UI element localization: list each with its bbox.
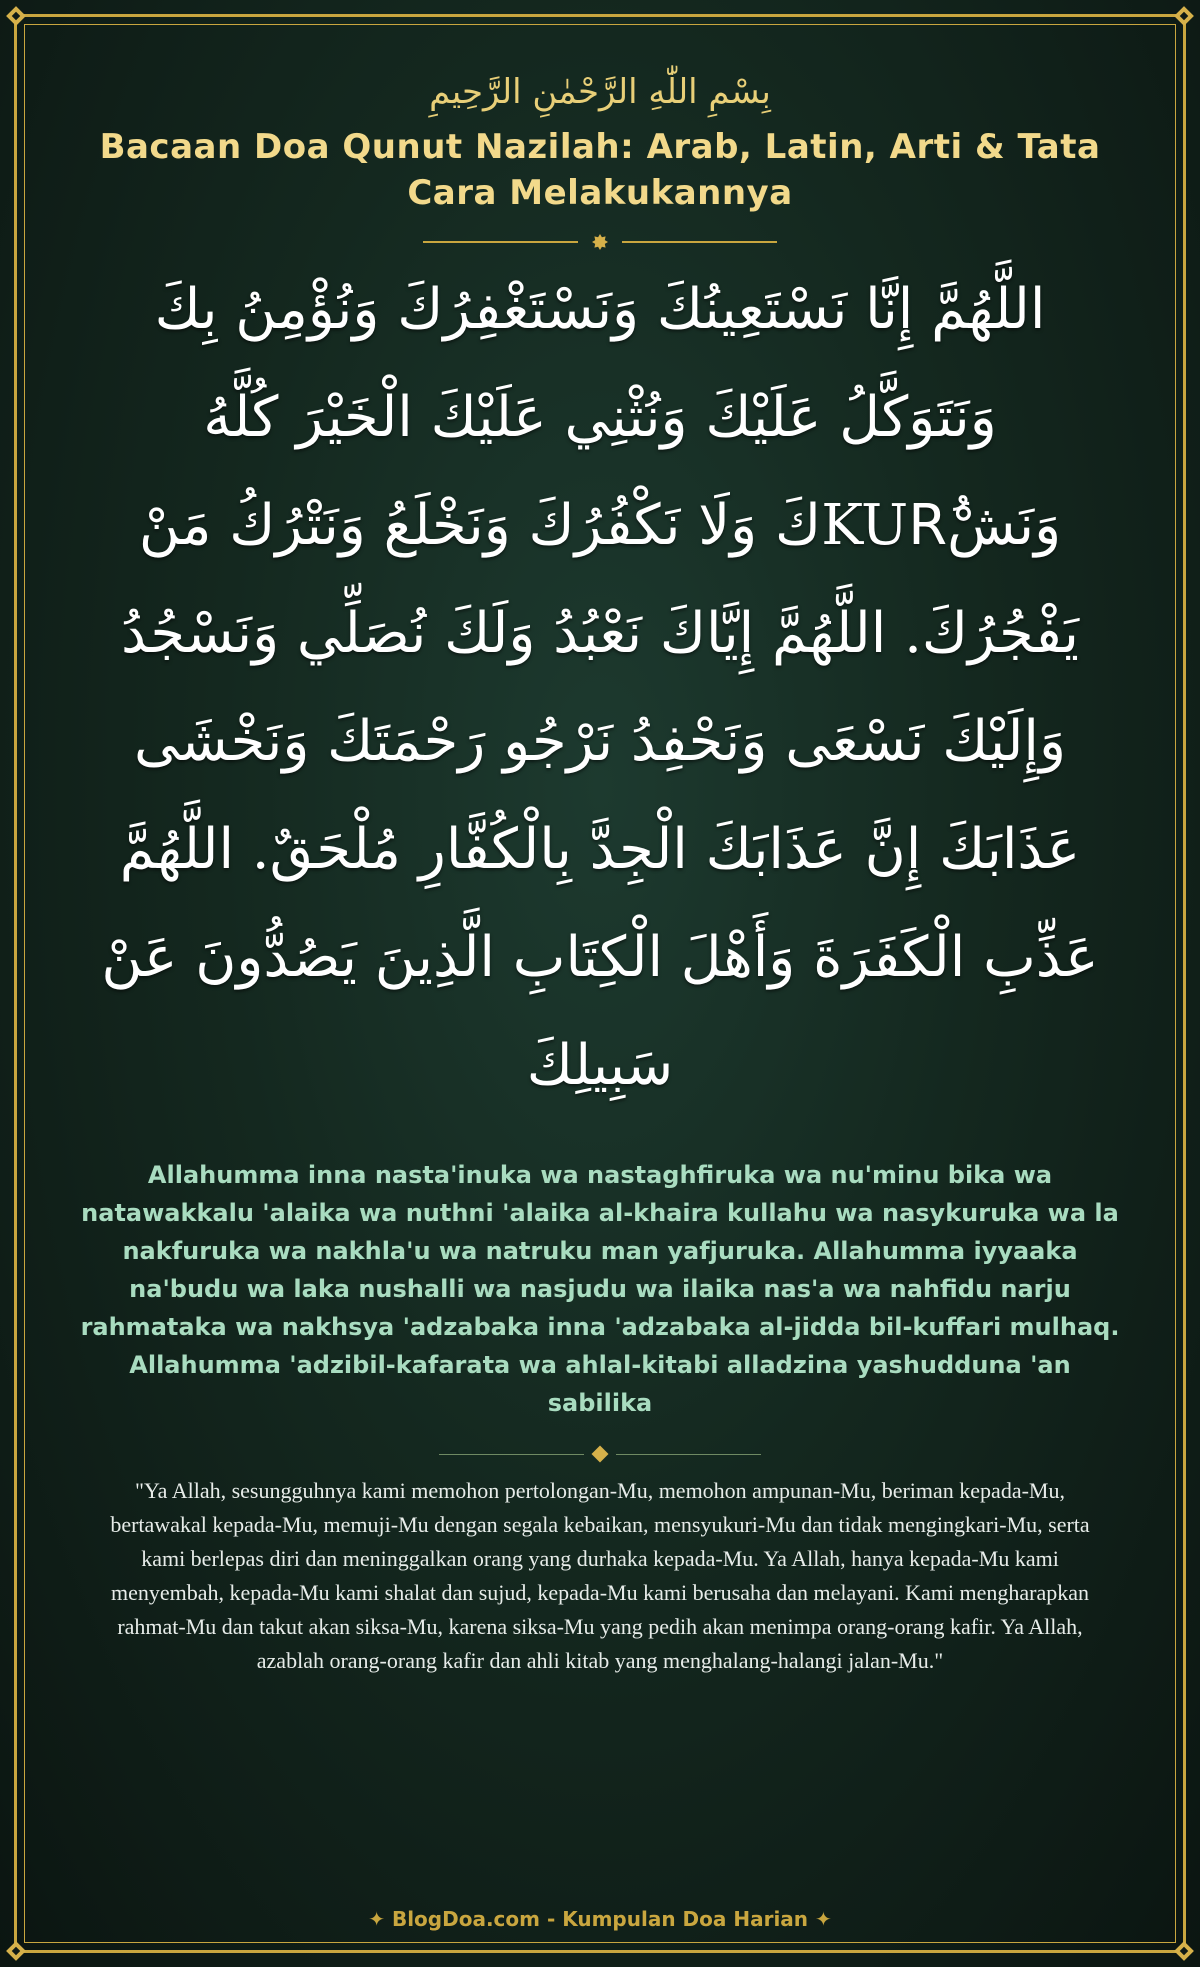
page-title: Bacaan Doa Qunut Nazilah: Arab, Latin, Arti & Tata Cara Melakukannya <box>99 127 1101 213</box>
diamond-ornament-icon <box>592 1446 609 1463</box>
translation-text: "Ya Allah, sesungguhnya kami memohon pertolongan-Mu, memohon ampunan-Mu, beriman kepada-Mu, bertawakal kepada-Mu, memuji-Mu dengan segala kebaikan, mensyukuri-Mu dan tidak mengingkari-Mu, serta kami berlepas diri dan meninggalkan orang yang durhaka kepada-Mu. Ya Allah, hanya kepada-Mu kami menyembah, kepada-Mu kami shalat dan sujud, kepada-Mu kami berusaha dan melayani. Kami mengharapkan rahmat-Mu dan takut akan siksa-Mu, karena siksa-Mu yang pedih akan menimpa orang-orang kafir. Ya Allah, azablah orang-orang kafir dan ahli kitab yang menghalang-halangi jalan-Mu." <box>110 1478 1090 1673</box>
divider-line <box>622 241 777 243</box>
section-divider <box>70 1448 1130 1460</box>
divider-line <box>423 241 578 243</box>
arabic-prayer-text: اللَّهُمَّ إِنَّا نَسْتَعِينُكَ وَنَسْتَغْفِرُكَ وَنُؤْمِنُ بِكَ وَنَتَوَكَّلُ عَلَيْكَ وَنُثْنِي عَلَيْكَ الْخَيْرَ كُلَّهُ وَنَشْKURُكَ وَلَا نَكْفُرُكَ وَنَخْلَعُ وَنَتْرُكُ مَنْ يَفْجُرُكَ. اللَّهُمَّ إِيَّاكَ نَعْبُدُ وَلَكَ نُصَلِّي وَنَسْجُدُ وَإِلَيْكَ نَسْعَى وَنَحْفِدُ نَرْجُو رَحْمَتَكَ وَنَخْشَى عَذَابَكَ إِنَّ عَذَابَكَ الْجِدَّ بِالْكُفَّارِ مُلْحَقٌ. اللَّهُمَّ عَذِّبِ الْكَفَرَةَ وَأَهْلَ الْكِتَابِ الَّذِينَ يَصُدُّونَ عَنْ سَبِيلِكَ <box>101 277 1099 1098</box>
latin-transliteration: Allahumma inna nasta'inuka wa nastaghfiruka wa nu'minu bika wa natawakkalu 'alaika wa nuthni 'alaika al-khaira kullahu wa nasykuruka wa la nakfuruka wa nakhla'u wa natruku man yafjuruka. Allahumma iyyaaka na'budu wa laka nushalli wa nasjudu wa ilaika nas'a wa nahfidu narju rahmataka wa nakhsya 'adzabaka inna 'adzabaka al-jidda bil-kuffari mulhaq. Allahumma 'adzibil-kafarata wa ahlal-kitabi alladzina yashudduna 'an sabilika <box>80 1161 1120 1417</box>
divider-line <box>439 1454 584 1455</box>
main-content <box>70 40 1130 1678</box>
divider-line <box>616 1454 761 1455</box>
bismillah: بِسْمِ اللّٰهِ الرَّحْمٰنِ الرَّحِيمِ <box>429 72 771 112</box>
title-divider <box>70 234 1130 250</box>
footer-credit: ✦ BlogDoa.com - Kumpulan Doa Harian ✦ <box>368 1907 832 1931</box>
star-ornament-icon <box>592 234 608 250</box>
